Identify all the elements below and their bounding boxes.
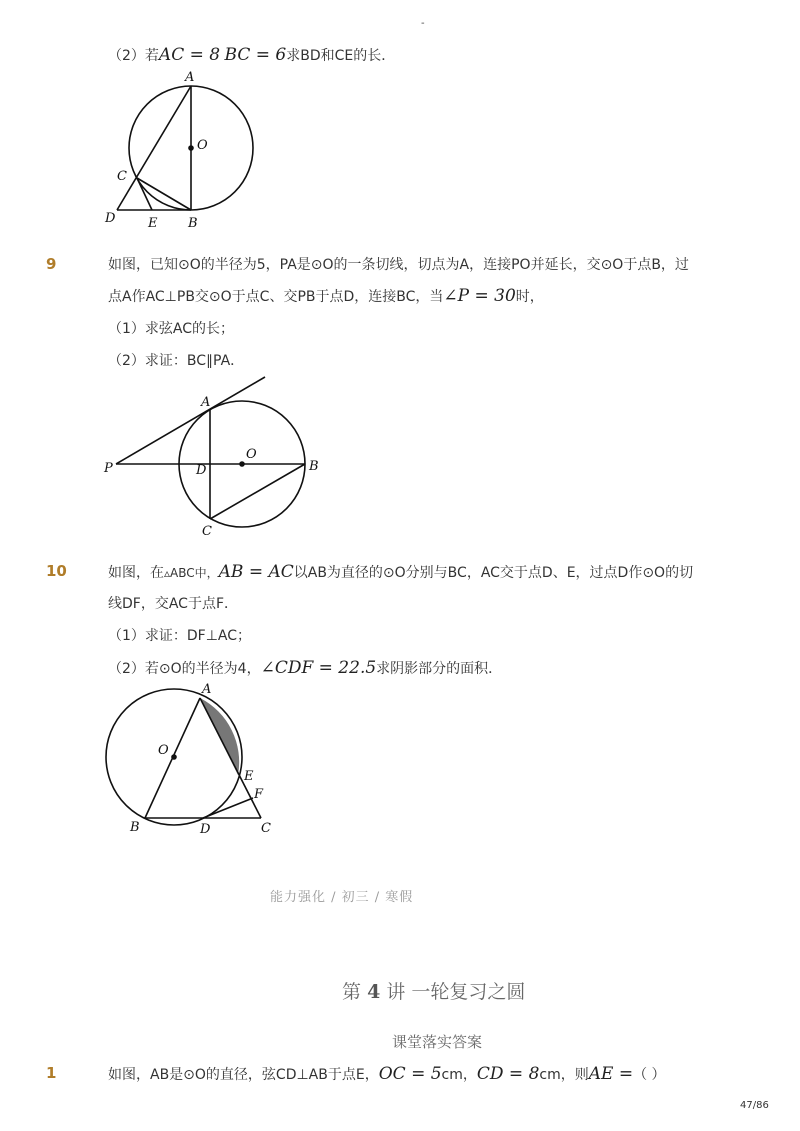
fig1-label-b: B [188, 216, 198, 231]
q10-line1 [108, 562, 693, 583]
fig2-label-p: P [104, 461, 113, 476]
q8-part2-suffix: 求BD和CE的长． [286, 48, 396, 64]
q8-math-bc: BC = 6 [224, 45, 287, 65]
q10-math-angle: ∠CDF = 22.5 [260, 658, 377, 678]
q9-number: 9 [46, 255, 57, 273]
q8-math-ac: AC = 8 [158, 45, 221, 65]
fig1-label-o: O [197, 138, 208, 153]
fig1-label-c: C [117, 169, 127, 184]
q10-part2-prefix: （2）若⊙O的半径为4， [108, 661, 261, 677]
lecture-prefix: 第 [342, 981, 362, 1003]
q1-unit2: cm，则 [539, 1067, 589, 1083]
fig1-label-e: E [148, 216, 158, 231]
q1-math-cd: CD = 8 [476, 1064, 540, 1084]
fig2-tangent-pa [116, 377, 265, 464]
figure-1-circle [100, 68, 270, 233]
lecture-number: 4 [367, 981, 381, 1003]
fig3-label-b: B [130, 820, 140, 835]
fig2-label-b: B [309, 459, 319, 474]
fig3-label-e: E [244, 769, 254, 784]
q1-suffix: （ ） [633, 1067, 666, 1083]
page-number: 47/86 [740, 1100, 769, 1111]
fig3-label-a: A [202, 682, 212, 697]
q10-math-ab-ac: AB = AC [218, 562, 294, 582]
q9-part2: （2）求证：BC∥PA． [108, 353, 245, 369]
footer-breadcrumb: 能力强化 / 初三 / 寒假 [270, 890, 414, 905]
fig1-label-a: A [185, 70, 195, 85]
q10-part2 [108, 658, 502, 679]
fig3-label-o: O [158, 743, 169, 758]
fig3-tangent-df [203, 798, 253, 818]
q9-math-angle: ∠P = 30 [443, 286, 516, 306]
q1-unit1: cm， [441, 1067, 477, 1083]
fig2-label-o: O [246, 447, 257, 462]
lecture-name: 讲 一轮复习之圆 [386, 981, 526, 1003]
fig2-center-dot [239, 461, 245, 467]
q9-line2 [108, 286, 544, 307]
q10-part2-suffix: 求阴影部分的面积． [376, 661, 503, 677]
q10-line1-prefix: 如图，在 [108, 565, 164, 581]
q10-line2: 线DF，交AC于点F． [108, 596, 238, 612]
fig1-line-ad [117, 86, 191, 210]
fig2-line-cb [210, 464, 305, 519]
q9-line2-suffix: 时， [515, 289, 544, 305]
top-mark: - [421, 18, 425, 29]
q9-part1: （1）求弦AC的长； [108, 321, 235, 337]
q1-math-ae: AE = [588, 1064, 634, 1084]
fig3-label-f: F [254, 787, 264, 802]
fig3-label-d: D [200, 822, 211, 837]
fig1-center-dot [188, 145, 194, 151]
fig3-side-ac [200, 698, 261, 818]
q1-prefix: 如图，AB是⊙O的直径，弦CD⊥AB于点E， [108, 1067, 379, 1083]
q10-line1-triangle: ▵ABC中， [164, 566, 219, 580]
q9-line1: 如图，已知⊙O的半径为5，PA是⊙O的一条切线，切点为A，连接PO并延长，交⊙O于点B，过 [108, 257, 689, 273]
figure-3-shaded [98, 678, 288, 840]
q10-line1-suffix: 以AB为直径的⊙O分别与BC，AC交于点D、E，过点D作⊙O的切 [293, 565, 694, 581]
fig2-label-d: D [196, 463, 207, 478]
fig3-center-dot [171, 754, 177, 760]
fig2-label-c: C [202, 524, 212, 539]
lecture-title [342, 977, 525, 1004]
answers-heading: 课堂落实答案 [392, 1033, 483, 1051]
q10-number: 10 [46, 562, 67, 580]
q1-math-oc: OC = 5 [378, 1064, 442, 1084]
q8-part2-prefix: （2）若 [108, 48, 159, 64]
q9-line2-prefix: 点A作AC⊥PB交⊙O于点C、交PB于点D，连接BC，当 [108, 289, 444, 305]
fig2-label-a: A [201, 395, 211, 410]
q8-part2 [108, 45, 395, 66]
fig3-label-c: C [261, 821, 271, 836]
q1-line [108, 1064, 666, 1085]
q1-number: 1 [46, 1064, 57, 1082]
figure-2-tangent [100, 372, 330, 542]
q10-part1: （1）求证：DF⊥AC； [108, 628, 252, 644]
fig1-label-d: D [105, 211, 116, 226]
